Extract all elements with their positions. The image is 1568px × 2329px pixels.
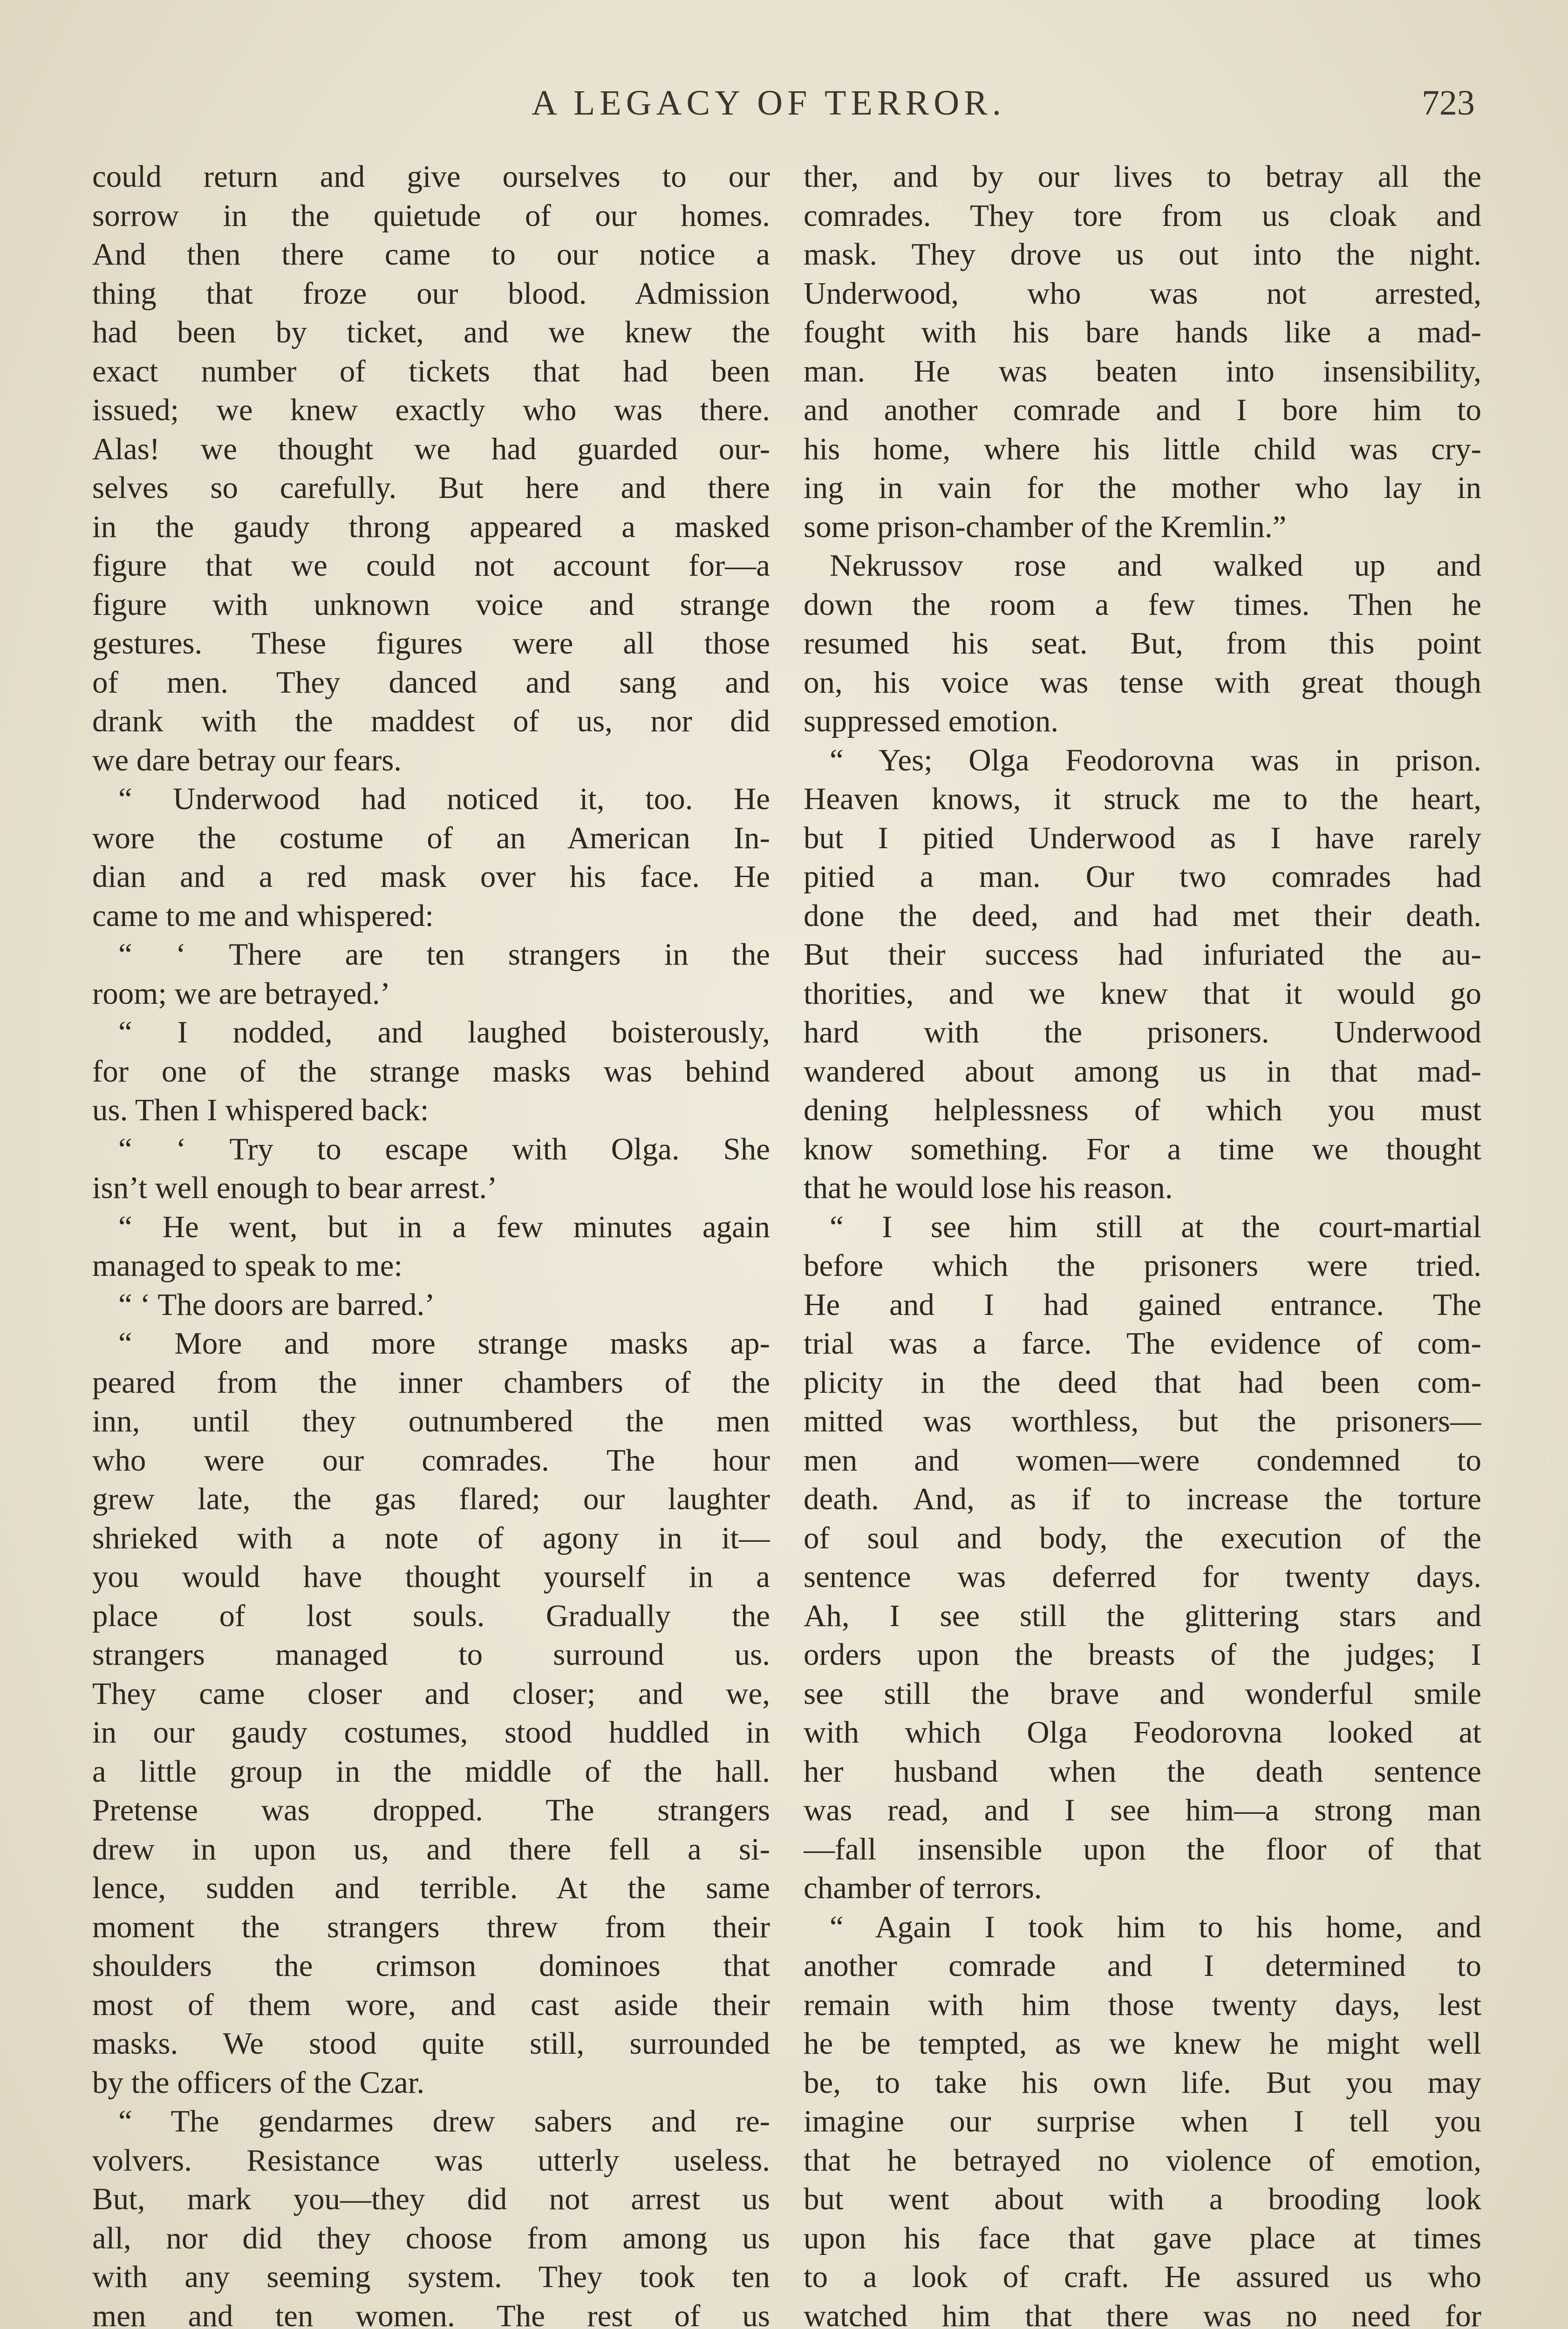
text-line: masks. We stood quite still, surrounded: [92, 2026, 770, 2061]
text-line: They came closer and closer; and we,: [92, 1676, 770, 1711]
text-line: strangers managed to surround us.: [92, 1637, 770, 1672]
text-line: Alas! we thought we had guarded our-: [92, 431, 770, 466]
text-line: “ ‘ The doors are barred.’: [118, 1287, 435, 1322]
text-line: lence, sudden and terrible. At the same: [92, 1871, 770, 1905]
text-line: Underwood, who was not arrested,: [804, 276, 1481, 311]
text-line: issued; we knew exactly who was there.: [92, 393, 770, 427]
text-line: managed to speak to me:: [92, 1248, 403, 1283]
text-line: “ He went, but in a few minutes again: [118, 1209, 770, 1244]
text-line: wandered about among us in that mad-: [804, 1054, 1481, 1089]
text-line: us. Then I whispered back:: [92, 1093, 429, 1127]
text-line: he be tempted, as we knew he might well: [804, 2026, 1481, 2061]
text-line: Nekrussov rose and walked up and: [830, 548, 1481, 583]
text-line: “ Underwood had noticed it, too. He: [118, 782, 770, 816]
text-line: with any seeming system. They took ten: [92, 2260, 770, 2294]
text-line: and another comrade and I bore him to: [804, 393, 1481, 427]
text-line: trial was a farce. The evidence of com-: [804, 1326, 1481, 1361]
text-line: hard with the prisoners. Underwood: [804, 1015, 1481, 1049]
text-line: upon his face that gave place at times: [804, 2220, 1481, 2255]
text-line: “ ‘ There are ten strangers in the: [118, 937, 770, 972]
text-line: in our gaudy costumes, stood huddled in: [92, 1715, 770, 1750]
text-line: before which the prisoners were tried.: [804, 1248, 1481, 1283]
text-line: was read, and I see him—a strong man: [804, 1793, 1481, 1827]
text-line: wore the costume of an American In-: [92, 820, 770, 855]
text-line: sorrow in the quietude of our homes.: [92, 198, 770, 233]
left-column: [92, 157, 770, 2329]
text-line: dian and a red mask over his face. He: [92, 859, 770, 894]
text-line: shoulders the crimson dominoes that: [92, 1948, 770, 1983]
text-line: men and women—were condemned to: [804, 1443, 1481, 1478]
text-line: —fall insensible upon the floor of that: [804, 1832, 1481, 1866]
text-line: you would have thought yourself in a: [92, 1559, 770, 1594]
text-line: to a look of craft. He assured us who: [804, 2260, 1481, 2294]
text-line: that he betrayed no violence of emotion,: [804, 2143, 1481, 2178]
text-line: most of them wore, and cast aside their: [92, 1987, 770, 2022]
text-line: drank with the maddest of us, nor did: [92, 704, 770, 738]
text-line: who were our comrades. The hour: [92, 1443, 770, 1478]
text-line: “ ‘ Try to escape with Olga. She: [118, 1131, 770, 1166]
text-line: dening helplessness of which you must: [804, 1093, 1481, 1127]
text-line: isn’t well enough to bear arrest.’: [92, 1171, 498, 1205]
text-line: grew late, the gas flared; our laughter: [92, 1482, 770, 1516]
text-line: moment the strangers threw from their: [92, 1909, 770, 1944]
text-line: sentence was deferred for twenty days.: [804, 1559, 1481, 1594]
text-line: remain with him those twenty days, lest: [804, 1987, 1481, 2022]
text-line: see still the brave and wonderful smile: [804, 1676, 1481, 1711]
text-line: And then there came to our notice a: [92, 237, 770, 272]
text-line: “ The gendarmes drew sabers and re-: [118, 2104, 770, 2138]
text-line: suppressed emotion.: [804, 704, 1059, 738]
text-line: that he would lose his reason.: [804, 1171, 1173, 1205]
text-line: her husband when the death sentence: [804, 1754, 1481, 1789]
text-line: peared from the inner chambers of the: [92, 1365, 770, 1400]
text-line: gestures. These figures were all those: [92, 626, 770, 661]
text-line: know something. For a time we thought: [804, 1131, 1481, 1166]
text-line: but I pitied Underwood as I have rarely: [804, 820, 1481, 855]
right-column: [804, 157, 1481, 2329]
text-line: “ Again I took him to his home, and: [830, 1909, 1481, 1944]
text-line: pitied a man. Our two comrades had: [804, 859, 1481, 894]
text-line: thing that froze our blood. Admission: [92, 276, 770, 311]
text-line: we dare betray our fears.: [92, 742, 402, 777]
text-line: place of lost souls. Gradually the: [92, 1598, 770, 1633]
text-line: chamber of terrors.: [804, 1871, 1042, 1905]
text-line: man. He was beaten into insensibility,: [804, 354, 1481, 388]
text-line: orders upon the breasts of the judges; I: [804, 1637, 1481, 1672]
text-line: resumed his seat. But, from this point: [804, 626, 1481, 661]
text-line: plicity in the deed that had been com-: [804, 1365, 1481, 1400]
text-line: of soul and body, the execution of the: [804, 1520, 1481, 1555]
text-line: volvers. Resistance was utterly useless.: [92, 2143, 770, 2178]
text-line: “ I see him still at the court-martial: [830, 1209, 1481, 1244]
text-line: death. And, as if to increase the torture: [804, 1482, 1481, 1516]
text-line: ther, and by our lives to betray all the: [804, 159, 1481, 194]
text-line: inn, until they outnumbered the men: [92, 1404, 770, 1438]
text-line: a little group in the middle of the hall.: [92, 1754, 770, 1789]
text-line: But, mark you—they did not arrest us: [92, 2182, 770, 2216]
text-line: shrieked with a note of agony in it—: [92, 1520, 770, 1555]
text-line: in the gaudy throng appeared a masked: [92, 509, 770, 544]
text-line: another comrade and I determined to: [804, 1948, 1481, 1983]
text-line: mitted was worthless, but the prisoners—: [804, 1404, 1481, 1438]
text-line: “ Yes; Olga Feodorovna was in prison.: [830, 742, 1481, 777]
text-line: Ah, I see still the glittering stars and: [804, 1598, 1481, 1633]
text-line: thorities, and we knew that it would go: [804, 976, 1481, 1011]
text-line: watched him that there was no need for: [804, 2298, 1481, 2329]
running-title: A LEGACY OF TERROR.: [532, 83, 1006, 123]
text-line: But their success had infuriated the au-: [804, 937, 1481, 972]
text-line: Heaven knows, it struck me to the heart,: [804, 782, 1481, 816]
text-line: ing in vain for the mother who lay in: [804, 470, 1481, 505]
text-line: some prison-chamber of the Kremlin.”: [804, 509, 1287, 544]
text-line: mask. They drove us out into the night.: [804, 237, 1481, 272]
page-number: 723: [1422, 83, 1475, 123]
text-line: fought with his bare hands like a mad-: [804, 315, 1481, 349]
text-line: men and ten women. The rest of us: [92, 2298, 770, 2329]
text-line: “ I nodded, and laughed boisterously,: [118, 1015, 770, 1049]
text-line: down the room a few times. Then he: [804, 587, 1481, 622]
text-line: room; we are betrayed.’: [92, 976, 390, 1011]
text-line: but went about with a brooding look: [804, 2182, 1481, 2216]
text-line: done the deed, and had met their death.: [804, 898, 1481, 933]
text-line: all, nor did they choose from among us: [92, 2220, 770, 2255]
text-line: selves so carefully. But here and there: [92, 470, 770, 505]
text-line: imagine our surprise when I tell you: [804, 2104, 1481, 2138]
text-line: came to me and whispered:: [92, 898, 434, 933]
text-line: for one of the strange masks was behind: [92, 1054, 770, 1089]
text-line: by the officers of the Czar.: [92, 2065, 425, 2100]
text-line: could return and give ourselves to our: [92, 159, 770, 194]
text-line: exact number of tickets that had been: [92, 354, 770, 388]
text-line: drew in upon us, and there fell a si-: [92, 1832, 770, 1866]
running-head: [0, 78, 1568, 134]
text-line: Pretense was dropped. The strangers: [92, 1793, 770, 1827]
text-line: comrades. They tore from us cloak and: [804, 198, 1481, 233]
text-line: his home, where his little child was cry-: [804, 431, 1481, 466]
text-line: figure with unknown voice and strange: [92, 587, 770, 622]
text-line: had been by ticket, and we knew the: [92, 315, 770, 349]
text-line: figure that we could not account for—a: [92, 548, 770, 583]
text-line: He and I had gained entrance. The: [804, 1287, 1481, 1322]
text-line: “ More and more strange masks ap-: [118, 1326, 770, 1361]
text-line: on, his voice was tense with great though: [804, 665, 1481, 700]
text-line: be, to take his own life. But you may: [804, 2065, 1481, 2100]
text-line: of men. They danced and sang and: [92, 665, 770, 700]
text-line: with which Olga Feodorovna looked at: [804, 1715, 1481, 1750]
